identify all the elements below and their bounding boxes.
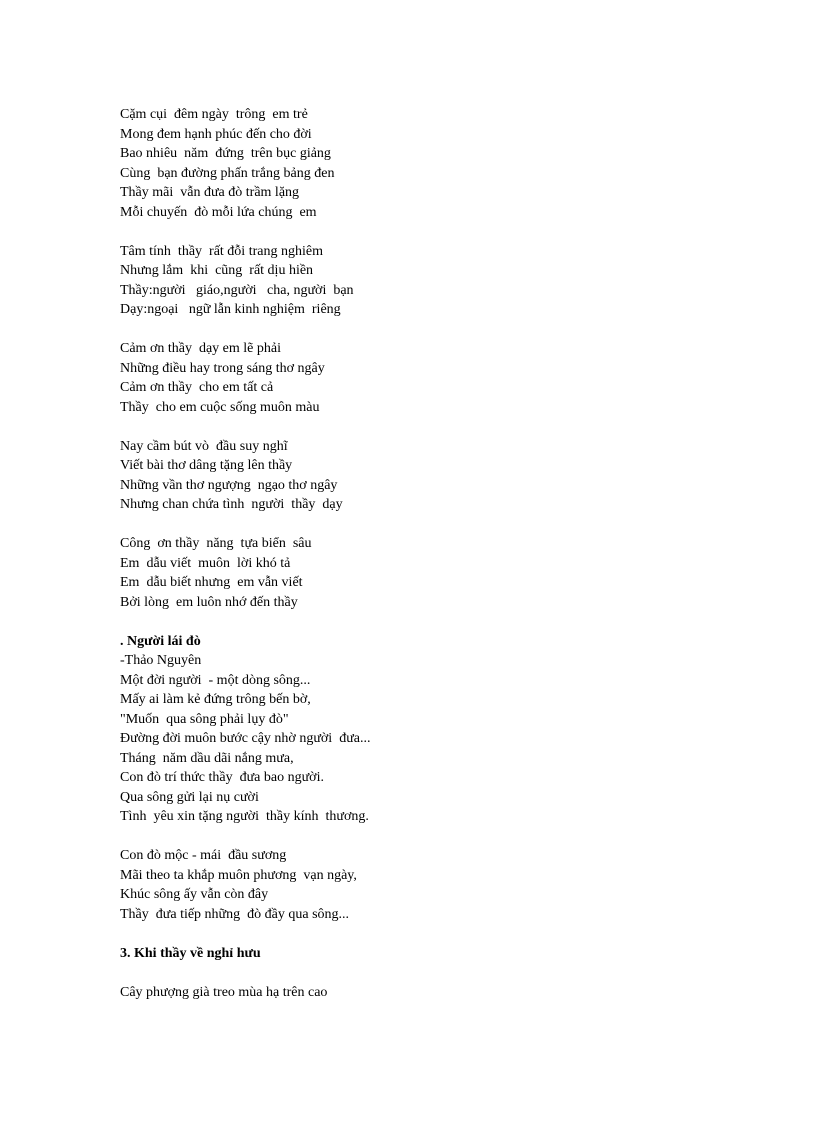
- poem-line: Bởi lòng em luôn nhớ đến thầy: [120, 594, 298, 610]
- poem-line: Một đời người - một dòng sông...: [120, 672, 311, 688]
- poem-line: Cảm ơn thầy cho em tất cả: [120, 380, 274, 395]
- stanza-5: [120, 534, 680, 612]
- section-2: [120, 632, 680, 827]
- poem-line: Đường đời muôn bước cậy nhờ người đưa...: [120, 731, 371, 746]
- poem-line: Con đò trí thức thầy đưa bao người.: [120, 770, 324, 785]
- stanza-gap: [120, 320, 680, 340]
- poem-line: Thầy đưa tiếp những đò đầy qua sông...: [120, 906, 350, 922]
- poem-line: Bao nhiêu năm đứng trên bục giảng: [120, 146, 331, 161]
- stanza-gap: [120, 515, 680, 535]
- poem-line: Mỗi chuyến đò mỗi lứa chúng em: [120, 204, 317, 220]
- stanza-4: [120, 437, 680, 515]
- stanza-gap: [120, 612, 680, 632]
- stanza-gap: [120, 963, 680, 983]
- poem-line: Những vần thơ ngượng ngạo thơ ngây: [120, 477, 338, 493]
- poem-line: Tháng năm dầu dãi nắng mưa,: [120, 750, 294, 766]
- poem-line: Cặm cụi đêm ngày trông em trẻ: [120, 107, 308, 122]
- poem-line: Em dẫu viết muôn lời khó tả: [120, 555, 291, 571]
- poem-line: Dạy:ngoại ngữ lẫn kinh nghiệm riêng: [120, 302, 341, 317]
- stanza-3: [120, 339, 680, 417]
- poem-line: Nay cầm bút vò đầu suy nghĩ: [120, 438, 288, 454]
- section-heading: 3. Khi thầy về nghỉ hưu: [120, 945, 261, 961]
- poem-author: -Thảo Nguyên: [120, 653, 202, 668]
- poem-line: Thầy cho em cuộc sống muôn màu: [120, 399, 320, 415]
- poem-line: Nhưng chan chứa tình người thầy dạy: [120, 497, 343, 512]
- poem-line: Cùng bạn đường phấn trắng bảng đen: [120, 165, 335, 181]
- section-3: [120, 944, 680, 1003]
- poem-line: Mãi theo ta khắp muôn phương vạn ngày,: [120, 867, 357, 883]
- stanza-gap: [120, 924, 680, 944]
- poem-line: Thầy mãi vẫn đưa đò trầm lặng: [120, 185, 300, 200]
- poem-line: Tâm tính thầy rất đỗi trang nghiêm: [120, 243, 323, 259]
- poem-line: Những điều hay trong sáng thơ ngây: [120, 360, 325, 376]
- poem-line: Em dẫu biết nhưng em vẫn viết: [120, 575, 303, 590]
- poem-line: Thầy:người giáo,người cha, người bạn: [120, 282, 354, 298]
- poem-line: "Muốn qua sông phải lụy đò": [120, 711, 289, 727]
- stanza-gap: [120, 222, 680, 242]
- poem-line: Nhưng lắm khi cũng rất dịu hiền: [120, 263, 314, 278]
- stanza-gap: [120, 827, 680, 847]
- poem-line: Khúc sông ấy vẫn còn đây: [120, 887, 269, 902]
- poem-line: Tình yêu xin tặng người thầy kính thương.: [120, 809, 369, 824]
- poem-line: Qua sông gửi lại nụ cười: [120, 789, 259, 805]
- poem-line: Con đò mộc - mái đầu sương: [120, 848, 287, 863]
- poem-line: Viết bài thơ dâng tặng lên thầy: [120, 458, 293, 473]
- poem-line: Cảm ơn thầy dạy em lẽ phải: [120, 341, 281, 356]
- poem-line: Mong đem hạnh phúc đến cho đời: [120, 126, 312, 142]
- section-heading: . Người lái đò: [120, 633, 201, 649]
- poem-line: Cây phượng già treo mùa hạ trên cao: [120, 984, 328, 1000]
- poem-line: Công ơn thầy năng tựa biển sâu: [120, 536, 312, 551]
- poem-body: [120, 105, 680, 1002]
- section-2-stanza-2: [120, 846, 680, 924]
- poem-line: Mấy ai làm kẻ đứng trông bến bờ,: [120, 692, 311, 707]
- stanza-1: [120, 105, 680, 222]
- stanza-gap: [120, 417, 680, 437]
- stanza-2: [120, 242, 680, 320]
